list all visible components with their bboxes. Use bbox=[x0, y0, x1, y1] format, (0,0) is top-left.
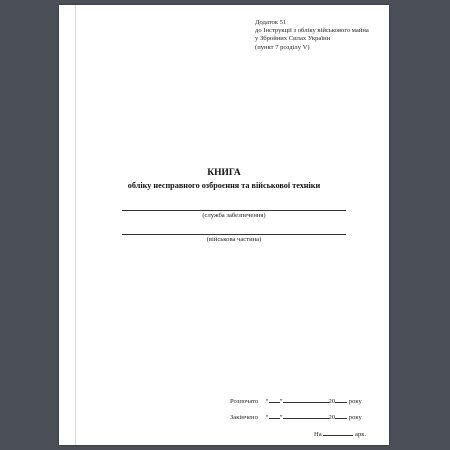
year-suffix: року bbox=[348, 398, 362, 405]
service-fill-line bbox=[122, 210, 346, 211]
sheets-count-row bbox=[314, 429, 366, 438]
appendix-line-1: Додаток 51 bbox=[255, 19, 287, 26]
unit-fill-line bbox=[122, 234, 346, 235]
unit-caption: (військова частина) bbox=[206, 236, 262, 243]
book-title: КНИГА bbox=[207, 168, 241, 178]
started-date-row bbox=[230, 396, 362, 405]
document-page bbox=[59, 5, 389, 445]
appendix-line-4: (пункт 7 розділу V) bbox=[255, 43, 310, 51]
started-label: Розпочато bbox=[230, 398, 259, 405]
appendix-line-2: до Інструкції з обліку військового майна bbox=[255, 27, 369, 35]
month-blank bbox=[283, 412, 329, 419]
sheets-suffix: арк. bbox=[355, 431, 367, 438]
day-blank bbox=[269, 396, 280, 403]
appendix-line-3: у Збройних Силах України bbox=[255, 35, 331, 43]
year-blank bbox=[335, 412, 347, 419]
century: 20 bbox=[328, 398, 336, 405]
book-subtitle: обліку несправного озброєння та військової техніки bbox=[127, 181, 321, 190]
century: 20 bbox=[328, 414, 336, 421]
binding-line bbox=[75, 5, 76, 445]
service-caption: (служба забезпечення) bbox=[202, 212, 266, 219]
day-blank bbox=[269, 412, 280, 419]
month-blank bbox=[283, 396, 329, 403]
quote-close: ” bbox=[279, 398, 283, 405]
quote-open: “ bbox=[265, 414, 269, 421]
sheets-prefix: На bbox=[314, 431, 322, 438]
quote-close: ” bbox=[279, 414, 283, 421]
year-blank bbox=[335, 396, 347, 403]
sheets-blank bbox=[323, 429, 353, 436]
finished-label: Закінчено bbox=[230, 414, 258, 421]
year-suffix: року bbox=[348, 414, 362, 421]
finished-date-row bbox=[230, 412, 362, 421]
quote-open: “ bbox=[265, 398, 269, 405]
appendix-note bbox=[255, 19, 369, 52]
